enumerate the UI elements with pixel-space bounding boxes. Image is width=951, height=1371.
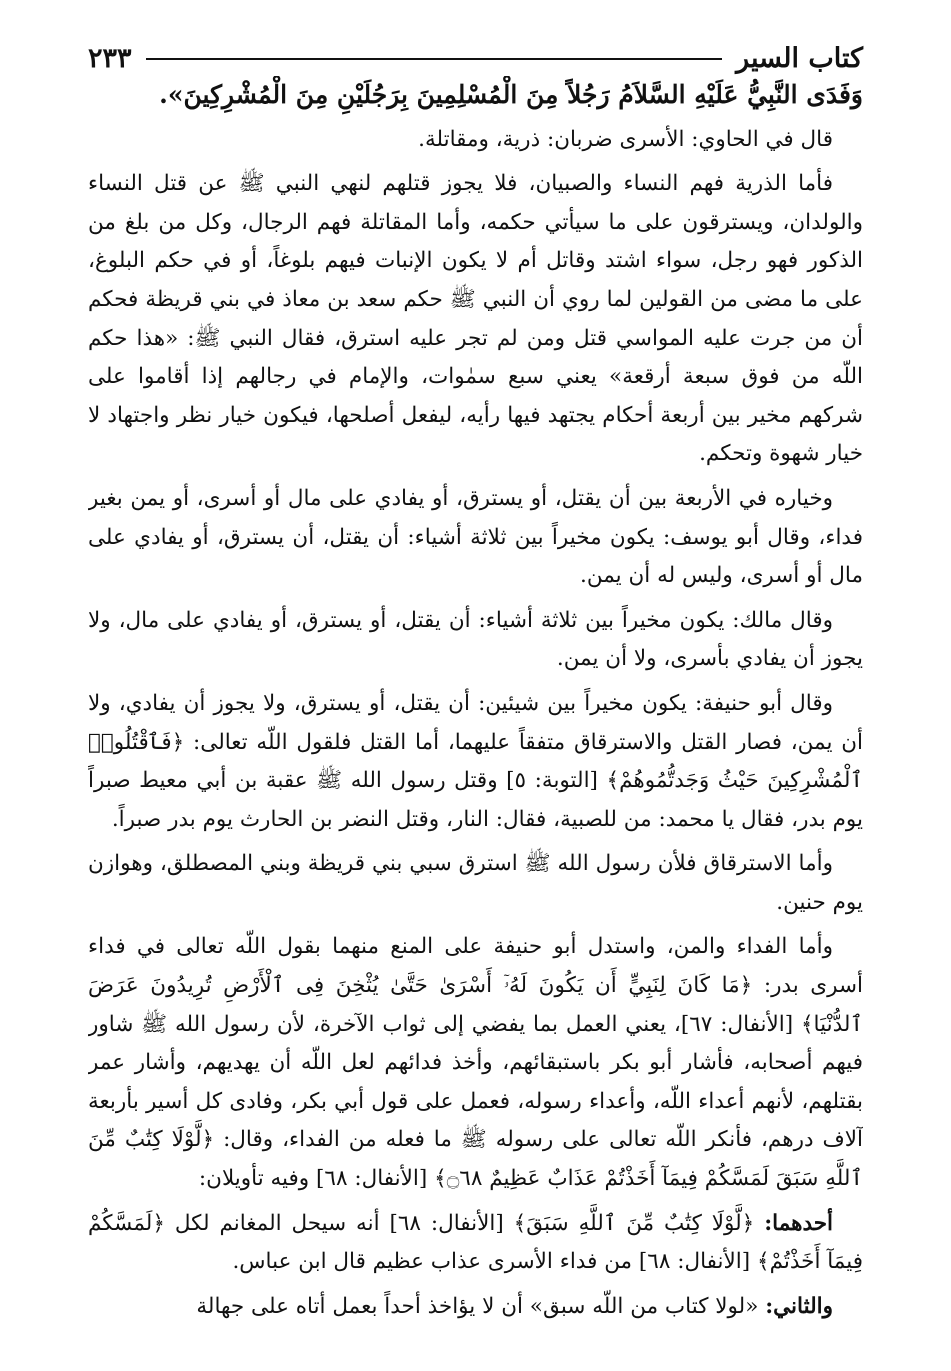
paragraph-text: فأما الذرية فهم النساء والصبيان، فلا يجوز قتلهم لنهي النبي ﷺ عن قتل النساء والولدان، ويسترقون على ما سيأتي حكمه، وأما المقاتلة فهم الرجال، وكل من بلغ من الذكور فهو رجل، سواء اشتد وقاتل أم لا يكون الإنبات فيهم بلوغاً، أو في حكم البلوغ، على ما مضى من القولين لما روي أن النبي ﷺ حكم سعد بن معاذ في بني قريظة فحكم أن من جرت عليه المواسي قتل ومن لم تجر عليه استرق، فقال النبي ﷺ: «هذا حكم اللّه من فوق سبعة أرقعة» يعني سبع سمٰوات، والإمام في رجالهم إذا أقاموا على شركهم مخير بين أربعة أحكام يجتهد فيها رأيه، ليفعل أصلحها، فيكون خيار نظر واجتهاد لا خيار شهوة وتحكم.: [88, 171, 863, 467]
paragraph-text: وأما الفداء والمن، واستدل أبو حنيفة على المنع منهما بقول اللّه تعالى في فداء أسرى بدر: ﴿مَا كَانَ لِنَبِيٍّ أَن يَكُونَ لَهُۥٓ أَسْرَىٰ حَتَّىٰ يُثْخِنَ فِى ٱلْأَرْضِ تُرِيدُونَ عَرَضَ ٱلدُّنْيَا﴾ [الأنفال: ٦٧]، يعني العمل بما يفضي إلى ثواب الآخرة، لأن رسول الله ﷺ شاور فيهم أصحابه، فأشار أبو بكر باستبقائهم، وأخذ فدائهم لعل اللّه أن يهديهم، وأشار عمر بقتلهم، لأنهم أعداء اللّه، وأعداء رسوله، فعمل على قول أبي بكر، وفادى كل أسير بأربعة آلاف درهم، فأنكر اللّه تعالى على رسوله ﷺ ما فعله من الفداء، وقال: ﴿لَّوْلَا كِتَٰبٌ مِّنَ ٱللَّهِ سَبَقَ لَمَسَّكُمْ فِيمَآ أَخَذْتُمْ عَذَابٌ عَظِيمٌ ۝٦٨﴾ [الأنفال: ٦٨] وفيه تأويلان:: [88, 934, 863, 1192]
paragraph-text: وقال أبو حنيفة: يكون مخيراً بين شيئين: أن يقتل، أو يسترق، ولا يجوز أن يفادي، ولا أن يمن، فصار القتل والاسترقاق متفقاً عليهما، أما القتل فلقول اللّه تعالى: ﴿فَٱقْتُلُوا۟ ٱلْمُشْرِكِينَ حَيْثُ وَجَدتُّمُوهُمْ﴾ [التوبة: ٥] وقتل رسول الله ﷺ عقبة بن أبي معيط صبراً يوم بدر، فقال يا محمد: من للصبية، فقال: النار، وقتل النضر بن الحارث يوم بدر صبراً.: [88, 690, 863, 832]
interpretation-label: أحدهما:: [764, 1210, 834, 1236]
paragraph-text: وَفَدَى النَّبِيُّ عَلَيْهِ السَّلاَمُ رَجُلاً مِنَ الْمُسْلِمِينَ بِرَجُلَيْنِ مِنَ الْمُشْرِكِينَ».: [159, 80, 863, 109]
paragraph-text: «لولا كتاب من اللّه سبق» أن لا يؤاخذ أحداً بعمل أتاه على جهالة: [196, 1293, 759, 1319]
paragraph: [88, 602, 863, 679]
hadith-line: [88, 76, 863, 115]
paragraph: [88, 165, 863, 474]
paragraph-text: وخياره في الأربعة بين أن يقتل، أو يسترق، أو يفادي على مال أو أسرى، أو يمن بغير فداء، وقال أبو يوسف: يكون مخيراً بين ثلاثة أشياء: أن يقتل، أن يسترق، أو يفادي على مال أو أسرى، وليس له أن يمن.: [88, 485, 863, 589]
page-number: ٢٣٣: [88, 43, 132, 74]
interpretation-label: والثاني:: [765, 1293, 833, 1319]
paragraph-text: وأما الاسترقاق فلأن رسول الله ﷺ استرق سبي بني قريظة وبني المصطلق، وهوازن يوم حنين.: [88, 851, 863, 915]
chapter-title: كتاب السير: [736, 43, 863, 74]
page-body: [88, 76, 863, 1365]
paragraph: [88, 928, 863, 1198]
paragraph: [88, 121, 863, 160]
paragraph: [88, 480, 863, 596]
paragraph: [88, 685, 863, 839]
paragraph: [88, 845, 863, 922]
paragraph-text: وقال مالك: يكون مخيراً بين ثلاثة أشياء: أن يقتل، أو يسترق، أو يفادي على مال، ولا يجوز أن يفادي بأسرى، ولا أن يمن.: [88, 607, 863, 672]
paragraph: [88, 1288, 863, 1327]
page-header: [88, 22, 863, 74]
paragraph-text: ﴿لَّوْلَا كِتَٰبٌ مِّنَ ٱللَّهِ سَبَقَ﴾ [الأنفال: ٦٨] أنه سيحل المغانم لكل ﴿لَمَسَّكُمْ فِيمَآ أَخَذْتُمْ﴾ [الأنفال: ٦٨] من فداء الأسرى عذاب عظيم قال ابن عباس.: [88, 1210, 863, 1275]
header-rule: [146, 58, 723, 60]
paragraph: [88, 1205, 863, 1282]
paragraph-text: قال في الحاوي: الأسرى ضربان: ذرية، ومقاتلة.: [418, 126, 833, 152]
